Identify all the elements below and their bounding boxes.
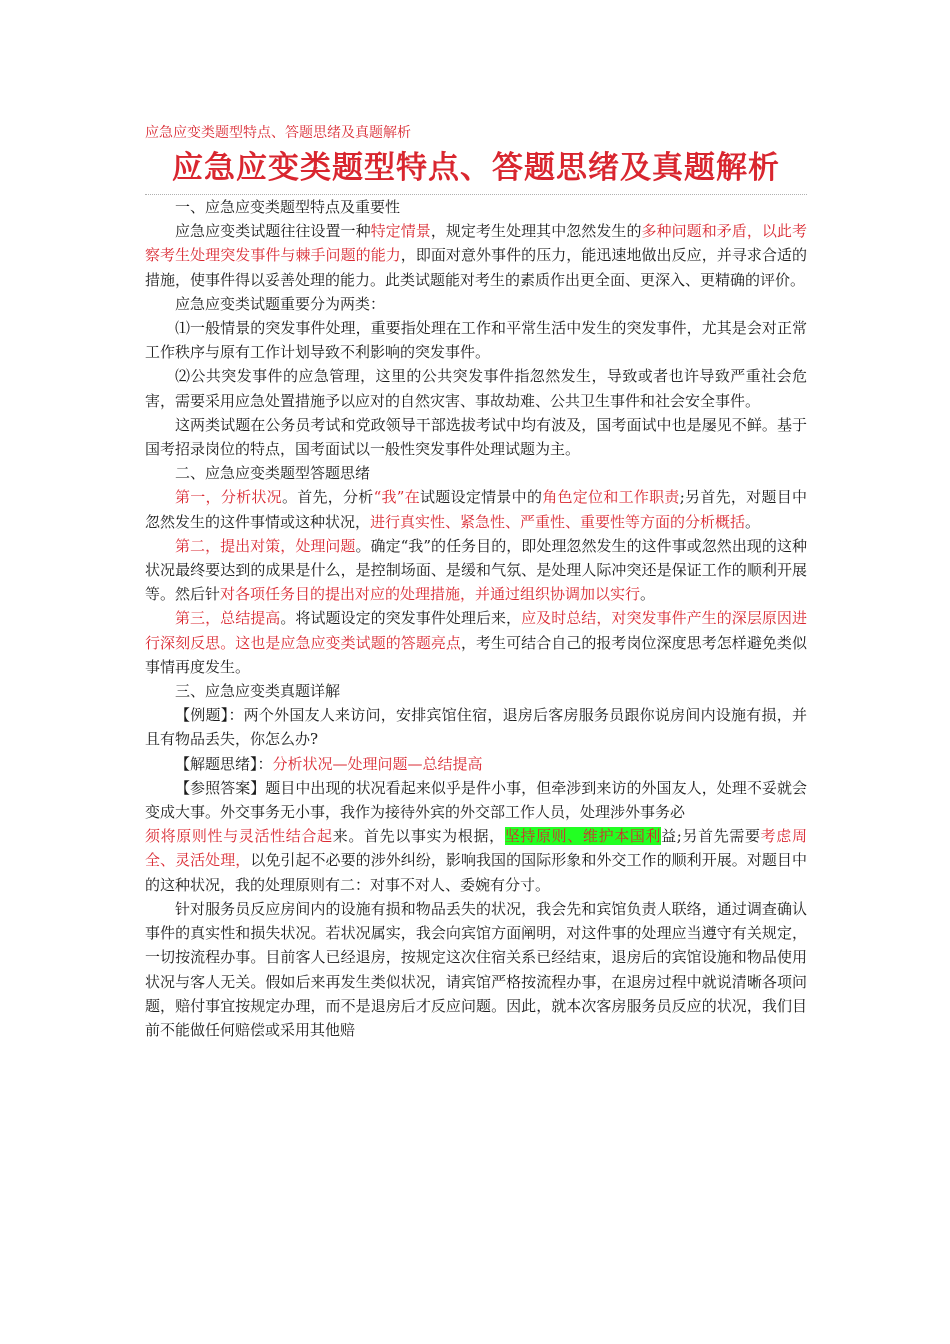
highlighted-text: 坚持原则、维护本国利 bbox=[504, 827, 662, 846]
document-header-title: 应急应变类题型特点、答题思绪及真题解析 bbox=[145, 125, 411, 141]
section-2-heading: 二、应急应变类题型答题思绪 bbox=[175, 464, 371, 483]
paragraph-6: 第一，分析状况。首先，分析“我”在试题设定情景中的角色定位和工作职责;另首先，对题目中忽然发生的这件事情或这种状况，进行真实性、紧急性、严重性、重要性等方面的分析概括。 bbox=[145, 488, 807, 531]
paragraph-example: 【例题】：两个外国友人来访问，安排宾馆住宿，退房后客房服务员跟你说房间内设施有损，并且有物品丢失，你怎么办? bbox=[145, 706, 807, 749]
paragraph-1: 应急应变类试题往往设置一种特定情景，规定考生处理其中忽然发生的多种问题和矛盾，以此考察考生处理突发事件与棘手问题的能力，即面对意外事件的压力，能迅速地做出反应，并寻求合适的措施，使事件得以妥善处理的能力。此类试题能对考生的素质作出更全面、更深入、更精确的评价。 bbox=[145, 222, 807, 289]
paragraph-solution-idea: 【解题思绪】：分析状况—处理问题—总结提高 bbox=[175, 754, 483, 773]
paragraph-answer-continued: 须将原则性与灵活性结合起来。首先以事实为根据，坚持原则、维护本国利益;另首先需要考虑周全、灵活处理，以免引起不必要的涉外纠纷，影响我国的国际形象和外交工作的顺利开展。对题目中的这种状况，我的处理原则有二：对事不对人、委婉有分寸。 bbox=[145, 827, 807, 894]
paragraph-2: 应急应变类试题重要分为两类： bbox=[175, 294, 386, 313]
document-main-title: 应急应变类题型特点、答题思绪及真题解析 bbox=[145, 144, 807, 195]
paragraph-7: 第二，提出对策，处理问题。确定“我”的任务目的，即处理忽然发生的这件事或忽然出现的这种状况最终要达到的成果是什么，是控制场面、是缓和气氛、是处理人际冲突还是保证工作的顺利开展等。然后针对各项任务目的提出对应的处理措施，并通过组织协调加以实行。 bbox=[145, 536, 807, 604]
paragraph-4: ⑵公共突发事件的应急管理，这里的公共突发事件指忽然发生，导致或者也许导致严重社会危害，需要采用应急处置措施予以应对的自然灾害、事故劫难、公共卫生事件和社会安全事件。 bbox=[145, 367, 807, 410]
paragraph-8: 第三，总结提高。将试题设定的突发事件处理后来，应及时总结，对突发事件产生的深层原因进行深刻反思。这也是应急应变类试题的答题亮点，考生可结合自己的报考岗位深度思考怎样避免类似事情再度发生。 bbox=[145, 609, 807, 676]
document-page bbox=[145, 122, 807, 1042]
paragraph-5: 这两类试题在公务员考试和党政领导干部选拔考试中均有波及，国考面试中也是屡见不鲜。基于国考招录岗位的特点，国考面试以一般性突发事件处理试题为主。 bbox=[145, 415, 807, 459]
paragraph-answer-detail: 针对服务员反应房间内的设施有损和物品丢失的状况，我会先和宾馆负责人联络，通过调查确认事件的真实性和损失状况。若状况属实，我会向宾馆方面阐明，对这件事的处理应当遵守有关规定，一切按流程办事。目前客人已经退房，按规定这次住宿关系已经结束，退房后的宾馆设施和物品使用状况与客人无关。假如后来再发生类似状况，请宾馆严格按流程办事，在退房过程中就说清晰各项问题，赔付事宜按规定办理，而不是退房后才反应问题。因此，就本次客房服务员反应的状况，我们目前不能做任何赔偿或采用其他赔 bbox=[145, 899, 807, 1039]
section-3-heading: 三、应急应变类真题详解 bbox=[175, 682, 341, 701]
paragraph-3: ⑴一般情景的突发事件处理，重要指处理在工作和平常生活中发生的突发事件，尤其是会对正常工作秩序与原有工作计划导致不利影响的突发事件。 bbox=[145, 319, 807, 362]
section-1-heading: 一、应急应变类题型特点及重要性 bbox=[175, 198, 401, 216]
paragraph-reference-answer: 【参照答案】题目中出现的状况看起来似乎是件小事，但牵涉到来访的外国友人，处理不妥就会变成大事。外交事务无小事，我作为接待外宾的外交部工作人员，处理涉外事务必 bbox=[145, 778, 807, 822]
